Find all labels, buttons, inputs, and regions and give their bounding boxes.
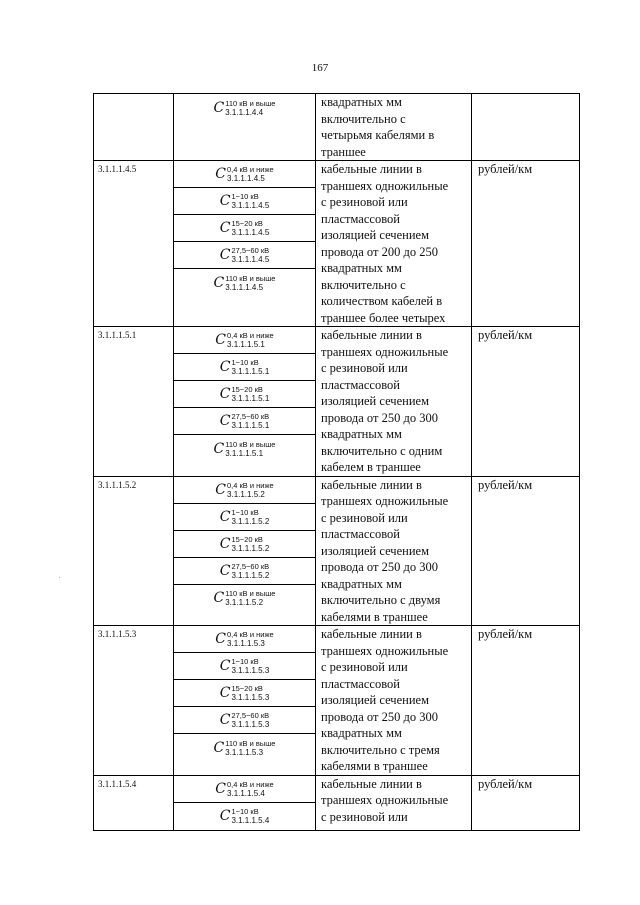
- formula-symbol: C: [219, 247, 231, 263]
- formula-superscript: 1−10 кВ: [231, 807, 259, 816]
- formula-subscript: 3.1.1.1.5.4: [231, 816, 270, 825]
- formula-symbol: C: [219, 658, 231, 674]
- formula-cell: [174, 327, 315, 354]
- formula-cell-group: [174, 161, 316, 327]
- formula-subscript: 3.1.1.1.5.3: [225, 747, 264, 757]
- formula-superscript: 0,4 кВ и ниже: [227, 630, 274, 639]
- formula-symbol: C: [219, 535, 231, 552]
- description-line: траншее: [321, 144, 366, 159]
- description-line: с резиновой или: [321, 361, 408, 375]
- formula-cell: [174, 161, 315, 188]
- description-line: включительно с одним: [321, 443, 443, 458]
- formula-subscript: 3.1.1.1.5.3: [227, 639, 265, 648]
- formula-cell: [174, 269, 315, 296]
- formula-cell: [174, 626, 315, 653]
- formula-superscript: 15−20 кВ: [231, 219, 263, 228]
- description-line: пластмассовой: [321, 377, 400, 392]
- row-code-cell: 3.1.1.1.5.1: [94, 327, 174, 477]
- formula-subscript: 3.1.1.1.5.4: [227, 788, 265, 798]
- table-row: [94, 161, 580, 327]
- formula-cell: [174, 242, 315, 269]
- formula-cell: [174, 803, 315, 830]
- formula-symbol: C: [215, 481, 227, 498]
- formula-subscript: 3.1.1.1.4.5: [231, 228, 270, 237]
- description-line: кабельные линии в: [321, 627, 422, 641]
- formula-superscript: 27,5−60 кВ: [231, 561, 270, 571]
- description-line: траншеях одножильные: [321, 178, 449, 193]
- formula-superscript: 110 кВ и выше: [225, 589, 276, 598]
- formula-subscript: 3.1.1.1.4.5: [227, 174, 265, 183]
- rate-formula: [220, 684, 270, 702]
- formula-superscript: 27,5−60 кВ: [231, 412, 270, 421]
- formula-subscript: 3.1.1.1.4.5: [231, 201, 270, 210]
- description-line: траншеях одножильные: [321, 643, 449, 658]
- row-code-cell: 3.1.1.1.5.4: [94, 775, 174, 830]
- formula-symbol: C: [215, 631, 227, 647]
- description-line: провода от 250 до 300: [321, 410, 438, 425]
- description-line: включительно с: [321, 111, 406, 126]
- rate-formula: [220, 385, 270, 403]
- description-line: пластмассовой: [321, 676, 400, 691]
- description-line: изоляцией сечением: [321, 543, 429, 558]
- formula-subscript: 3.1.1.1.5.2: [231, 543, 270, 553]
- rate-formula: [214, 274, 276, 292]
- description-line: траншее более четырех: [321, 310, 446, 325]
- description-line: траншеях одножильные: [321, 344, 449, 359]
- description-line: кабелями в траншее: [321, 759, 428, 773]
- table-row: [94, 327, 580, 477]
- formula-symbol: C: [213, 99, 225, 116]
- table-row: [94, 775, 580, 830]
- rate-formula: [220, 192, 270, 210]
- description-line: квадратных мм: [321, 576, 402, 591]
- formula-symbol: C: [219, 712, 231, 728]
- formula-subscript: 3.1.1.1.4.4: [225, 107, 264, 117]
- formula-superscript: 110 кВ и выше: [225, 98, 276, 108]
- formula-superscript: 1−10 кВ: [231, 358, 259, 367]
- formula-cell: [174, 215, 315, 242]
- formula-superscript: 0,4 кВ и ниже: [227, 331, 274, 340]
- formula-superscript: 0,4 кВ и ниже: [227, 480, 274, 490]
- description-cell: [316, 161, 472, 327]
- description-cell: [316, 626, 472, 776]
- rate-formula: [220, 807, 270, 825]
- formula-cell: [174, 504, 315, 531]
- description-line: траншеях одножильные: [321, 494, 449, 508]
- formula-cell: [174, 734, 315, 761]
- rate-formula: [220, 535, 270, 553]
- unit-cell: рублей/км: [472, 775, 580, 830]
- rate-formula: [214, 440, 276, 458]
- rate-formula: [220, 711, 270, 729]
- formula-cell: [174, 381, 315, 408]
- formula-symbol: C: [215, 780, 227, 797]
- formula-cell-group: [174, 626, 316, 776]
- tariff-table: [93, 93, 580, 831]
- rate-formula: [215, 481, 273, 499]
- rate-formula: [214, 99, 276, 117]
- description-line: квадратных мм: [321, 726, 402, 740]
- description-line: кабельные линии в: [321, 328, 422, 342]
- description-line: провода от 200 до 250: [321, 244, 438, 259]
- formula-cell: [174, 477, 315, 504]
- formula-cell-group: [174, 775, 316, 830]
- formula-cell: [174, 776, 315, 803]
- description-line: с резиновой или: [321, 510, 408, 525]
- description-line: количеством кабелей в: [321, 294, 443, 308]
- description-line: кабельные линии в: [321, 477, 422, 492]
- row-code-cell: [94, 94, 174, 161]
- formula-symbol: C: [213, 739, 225, 756]
- formula-symbol: C: [219, 508, 231, 525]
- formula-symbol: C: [219, 808, 231, 824]
- formula-subscript: 3.1.1.1.4.5: [225, 282, 264, 292]
- rate-formula: [214, 589, 276, 607]
- formula-superscript: 27,5−60 кВ: [231, 711, 270, 720]
- rate-formula: [215, 780, 273, 798]
- description-line: квадратных мм: [321, 95, 402, 109]
- description-line: с резиновой или: [321, 809, 408, 824]
- formula-cell: [174, 435, 315, 462]
- table-row: [94, 94, 580, 161]
- description-line: изоляцией сечением: [321, 693, 429, 707]
- formula-superscript: 0,4 кВ и ниже: [227, 165, 274, 174]
- row-code-cell: 3.1.1.1.5.2: [94, 476, 174, 626]
- formula-superscript: 110 кВ и выше: [225, 439, 276, 449]
- description-cell: [316, 327, 472, 477]
- formula-subscript: 3.1.1.1.5.2: [225, 598, 264, 607]
- formula-subscript: 3.1.1.1.5.1: [225, 448, 264, 458]
- rate-formula: [220, 219, 270, 237]
- formula-cell: [174, 585, 315, 612]
- description-cell: [316, 775, 472, 830]
- unit-cell: [472, 94, 580, 161]
- rate-formula: [220, 358, 270, 376]
- description-cell: [316, 94, 472, 161]
- formula-subscript: 3.1.1.1.5.1: [231, 367, 270, 376]
- formula-subscript: 3.1.1.1.5.2: [227, 489, 265, 499]
- description-line: провода от 250 до 300: [321, 709, 438, 724]
- formula-subscript: 3.1.1.1.4.5: [231, 255, 270, 264]
- description-line: кабельные линии в: [321, 776, 422, 791]
- formula-superscript: 110 кВ и выше: [225, 738, 276, 748]
- description-line: пластмассовой: [321, 527, 400, 541]
- formula-superscript: 15−20 кВ: [231, 385, 263, 394]
- row-code-cell: 3.1.1.1.5.3: [94, 626, 174, 776]
- rate-formula: [220, 508, 270, 526]
- formula-cell-group: [174, 94, 316, 161]
- description-line: включительно с двумя: [321, 593, 441, 607]
- unit-cell: рублей/км: [472, 327, 580, 477]
- rate-formula: [215, 165, 273, 183]
- rate-formula: [220, 562, 270, 580]
- description-line: кабелем в траншее: [321, 460, 421, 474]
- description-line: изоляцией сечением: [321, 394, 429, 408]
- formula-cell: [174, 408, 315, 435]
- formula-cell: [174, 354, 315, 381]
- table-body: [94, 94, 580, 831]
- row-code-cell: 3.1.1.1.4.5: [94, 161, 174, 327]
- formula-cell: [174, 707, 315, 734]
- formula-symbol: C: [213, 590, 225, 606]
- formula-cell-group: [174, 476, 316, 626]
- rate-formula: [220, 412, 270, 430]
- formula-symbol: C: [219, 193, 231, 209]
- formula-symbol: C: [215, 332, 227, 348]
- formula-superscript: 1−10 кВ: [231, 192, 259, 201]
- formula-superscript: 1−10 кВ: [231, 657, 259, 666]
- description-cell: [316, 476, 472, 626]
- formula-cell: [174, 653, 315, 680]
- description-line: траншеях одножильные: [321, 793, 449, 807]
- formula-symbol: C: [219, 220, 231, 236]
- description-line: кабельные линии в: [321, 162, 422, 176]
- formula-symbol: C: [219, 413, 231, 429]
- formula-subscript: 3.1.1.1.5.1: [227, 340, 265, 349]
- formula-subscript: 3.1.1.1.5.2: [231, 570, 270, 580]
- formula-symbol: C: [215, 166, 227, 182]
- formula-superscript: 0,4 кВ и ниже: [227, 779, 274, 789]
- formula-cell: [174, 531, 315, 558]
- formula-cell: [174, 188, 315, 215]
- description-line: четырьмя кабелями в: [321, 128, 435, 142]
- formula-superscript: 27,5−60 кВ: [231, 246, 270, 255]
- formula-subscript: 3.1.1.1.5.3: [231, 720, 270, 729]
- table-row: [94, 476, 580, 626]
- rate-formula: [214, 739, 276, 757]
- formula-superscript: 15−20 кВ: [231, 684, 263, 693]
- description-line: квадратных мм: [321, 261, 402, 275]
- formula-subscript: 3.1.1.1.5.2: [231, 516, 270, 526]
- formula-symbol: C: [219, 386, 231, 402]
- formula-cell-group: [174, 327, 316, 477]
- table-row: [94, 626, 580, 776]
- formula-symbol: C: [219, 685, 231, 701]
- formula-symbol: C: [213, 274, 225, 291]
- description-line: включительно с тремя: [321, 742, 440, 757]
- scan-mark: ·: [58, 572, 61, 582]
- formula-cell: [174, 558, 315, 585]
- formula-symbol: C: [219, 562, 231, 579]
- description-line: с резиновой или: [321, 195, 408, 209]
- rate-formula: [215, 331, 273, 349]
- formula-cell: [174, 680, 315, 707]
- description-line: кабелями в траншее: [321, 609, 428, 624]
- rate-formula: [220, 657, 270, 675]
- description-line: провода от 250 до 300: [321, 560, 438, 574]
- formula-cell: [174, 94, 315, 121]
- formula-superscript: 15−20 кВ: [231, 534, 263, 544]
- formula-symbol: C: [213, 440, 225, 457]
- formula-symbol: C: [219, 359, 231, 375]
- formula-superscript: 1−10 кВ: [231, 507, 259, 517]
- rate-formula: [215, 630, 273, 648]
- unit-cell: рублей/км: [472, 626, 580, 776]
- rate-formula: [220, 246, 270, 264]
- description-line: с резиновой или: [321, 660, 408, 674]
- description-line: пластмассовой: [321, 211, 400, 226]
- formula-superscript: 110 кВ и выше: [225, 273, 276, 283]
- page-number: 167: [311, 62, 329, 74]
- unit-cell: рублей/км: [472, 161, 580, 327]
- description-line: квадратных мм: [321, 427, 402, 441]
- unit-cell: рублей/км: [472, 476, 580, 626]
- formula-subscript: 3.1.1.1.5.1: [231, 394, 270, 403]
- description-line: изоляцией сечением: [321, 228, 429, 242]
- description-line: включительно с: [321, 277, 406, 292]
- formula-subscript: 3.1.1.1.5.3: [231, 666, 270, 675]
- formula-subscript: 3.1.1.1.5.1: [231, 421, 270, 430]
- formula-subscript: 3.1.1.1.5.3: [231, 693, 270, 702]
